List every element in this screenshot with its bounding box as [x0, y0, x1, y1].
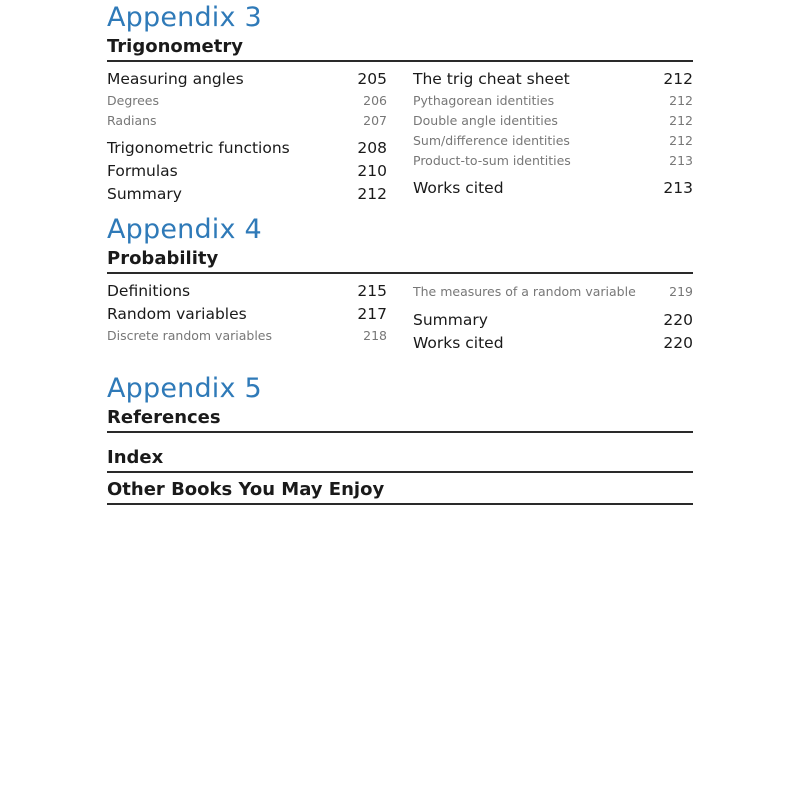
appendix-4-subtitle[interactable]: Probability: [107, 248, 693, 274]
toc-entry-label: The measures of a random variable: [413, 284, 636, 299]
appendix-5-section: [107, 373, 693, 433]
toc-entry-label: Works cited: [413, 334, 504, 352]
toc-entry[interactable]: [107, 111, 387, 131]
toc-entry-page: 212: [357, 185, 387, 203]
toc-entry[interactable]: [107, 137, 387, 160]
toc-entry[interactable]: [107, 68, 387, 91]
toc-entry-page: 208: [357, 139, 387, 157]
toc-entry-page: 210: [357, 162, 387, 180]
toc-entry-label: Definitions: [107, 282, 191, 300]
toc-entry-label: Works cited: [413, 179, 504, 197]
toc-entry-page: 219: [669, 284, 693, 299]
toc-entry-label: Sum/difference identities: [413, 133, 570, 148]
appendix-5-subtitle[interactable]: References: [107, 407, 693, 433]
appendix-3-entries: [107, 68, 693, 206]
toc-entry[interactable]: [107, 303, 387, 326]
toc-entry-page: 212: [669, 93, 693, 108]
toc-entry-page: 213: [663, 179, 693, 197]
toc-entry-page: 220: [663, 311, 693, 329]
toc-entry-label: Product-to-sum identities: [413, 153, 571, 168]
toc-entry[interactable]: [413, 68, 693, 91]
toc-entry-label: Trigonometric functions: [107, 139, 290, 157]
other-books-heading[interactable]: Other Books You May Enjoy: [107, 477, 693, 505]
toc-entry-page: 207: [363, 113, 387, 128]
toc-entry[interactable]: [107, 160, 387, 183]
toc-entry[interactable]: [413, 280, 693, 303]
appendix-4-entries: [107, 280, 693, 355]
toc-entry-label: Measuring angles: [107, 70, 244, 88]
toc-entry-page: 212: [663, 70, 693, 88]
toc-entry-label: Radians: [107, 113, 157, 128]
toc-entry-label: Double angle identities: [413, 113, 558, 128]
appendix-4-left-column: [107, 280, 387, 355]
appendix-4-section: [107, 214, 693, 355]
toc-entry-page: 212: [669, 133, 693, 148]
appendix-3-section: [107, 2, 693, 206]
toc-entry-label: Random variables: [107, 305, 247, 323]
toc-entry[interactable]: [107, 183, 387, 206]
toc-entry[interactable]: [107, 326, 387, 346]
appendix-5-title[interactable]: Appendix 5: [107, 373, 262, 404]
toc-entry-label: Degrees: [107, 93, 160, 108]
toc-entry[interactable]: [413, 91, 693, 111]
toc-entry-label: Summary: [107, 185, 182, 203]
toc-entry-page: 218: [363, 328, 387, 343]
toc-entry[interactable]: [413, 151, 693, 171]
toc-entry-label: Pythagorean identities: [413, 93, 555, 108]
index-heading[interactable]: Index: [107, 445, 693, 473]
appendix-3-title[interactable]: Appendix 3: [107, 2, 262, 33]
toc-entry[interactable]: [413, 332, 693, 355]
toc-entry[interactable]: [107, 91, 387, 111]
appendix-4-right-column: [413, 280, 693, 355]
toc-entry-page: 206: [363, 93, 387, 108]
toc-entry[interactable]: [107, 280, 387, 303]
appendix-4-title[interactable]: Appendix 4: [107, 214, 262, 245]
toc-entry-label: Discrete random variables: [107, 328, 272, 343]
toc-entry-page: 215: [357, 282, 387, 300]
table-of-contents: [107, 0, 693, 505]
appendix-3-right-column: [413, 68, 693, 206]
toc-entry[interactable]: [413, 309, 693, 332]
toc-entry-label: The trig cheat sheet: [413, 70, 570, 88]
toc-entry-label: Formulas: [107, 162, 178, 180]
toc-entry[interactable]: [413, 131, 693, 151]
toc-entry-page: 212: [669, 113, 693, 128]
toc-entry[interactable]: [413, 111, 693, 131]
toc-entry-page: 220: [663, 334, 693, 352]
toc-entry-page: 217: [357, 305, 387, 323]
appendix-3-subtitle[interactable]: Trigonometry: [107, 36, 693, 62]
toc-entry[interactable]: [413, 177, 693, 200]
toc-entry-page: 205: [357, 70, 387, 88]
toc-entry-page: 213: [669, 153, 693, 168]
appendix-3-left-column: [107, 68, 387, 206]
toc-entry-label: Summary: [413, 311, 488, 329]
